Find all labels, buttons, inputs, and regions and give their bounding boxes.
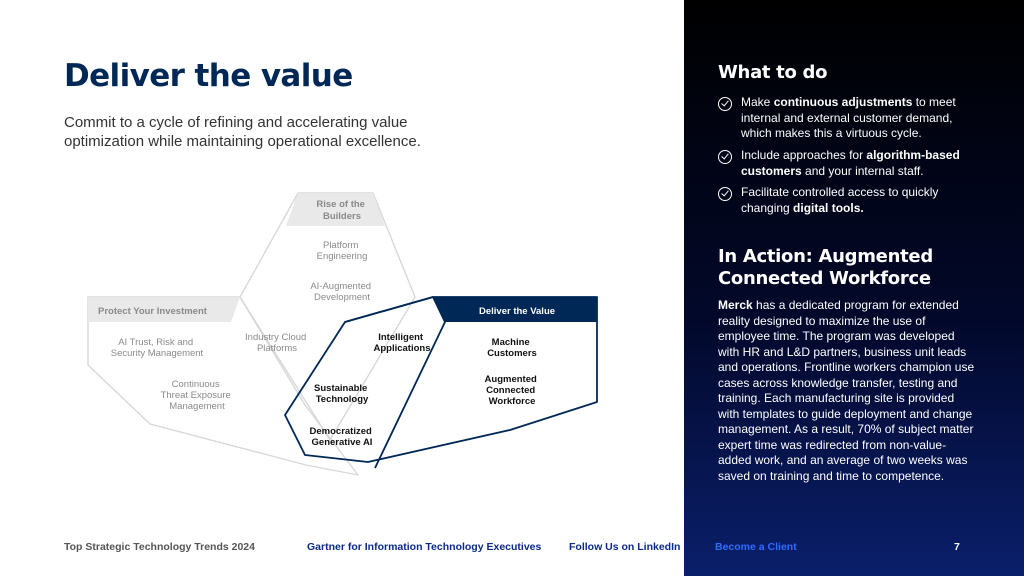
check-circle-icon bbox=[718, 97, 732, 111]
ai-trism-label: AI Trust, Risk and Security Management bbox=[110, 337, 204, 359]
industry-cloud-platforms-label: Industry Cloud Platforms bbox=[245, 332, 307, 354]
augmented-connected-workforce-label: Augmented Connected Workforce bbox=[484, 374, 537, 407]
footer-linkedin-link[interactable]: Follow Us on LinkedIn bbox=[569, 541, 681, 553]
machine-customers-label: Machine Customers bbox=[487, 337, 537, 359]
page-number: 7 bbox=[954, 541, 960, 553]
in-action-heading: In Action: Augmented Connected Workforce bbox=[718, 246, 933, 289]
right-header-text: Deliver the Value bbox=[479, 306, 556, 317]
sustainable-technology-label: Sustainable Technology bbox=[314, 383, 369, 405]
footer-become-client-link[interactable]: Become a Client bbox=[715, 541, 797, 553]
check-circle-icon bbox=[718, 187, 732, 201]
intelligent-applications-label: Intelligent Applications bbox=[373, 332, 431, 354]
page-title: Deliver the value bbox=[64, 58, 353, 94]
ai-augmented-development-label: AI-Augmented Development bbox=[310, 281, 372, 303]
ctem-label: Continuous Threat Exposure Management bbox=[160, 379, 231, 412]
what-to-do-heading: What to do bbox=[718, 62, 828, 83]
page-subtitle: Commit to a cycle of refining and accelerating value optimization while maintaining operational excellence. bbox=[64, 114, 421, 150]
check-circle-icon bbox=[718, 150, 732, 164]
top-header-text: Rise of the Builders bbox=[316, 199, 365, 222]
democratized-genai-label: Democratized Generative AI bbox=[309, 426, 373, 448]
platform-engineering-label: Platform Engineering bbox=[316, 240, 368, 262]
left-header-text: Protect Your Investment bbox=[98, 306, 207, 317]
footer-gartner-link[interactable]: Gartner for Information Technology Executives bbox=[307, 541, 542, 553]
footer-doc-title: Top Strategic Technology Trends 2024 bbox=[64, 541, 255, 553]
in-action-body: Merck has a dedicated program for extended reality designed to maximize the use of employee time. The program was developed with HR and L&D partners, business unit leads and operations. Frontline workers champion use cases across knowledge transfer, testing and training. Each manufacturing site is provided with templates to guide deployment and change management. As a result, 70% of subject matter expert time was redirected from non-value-added work, and an average of two weeks was saved on training and time to competence. bbox=[718, 298, 975, 483]
